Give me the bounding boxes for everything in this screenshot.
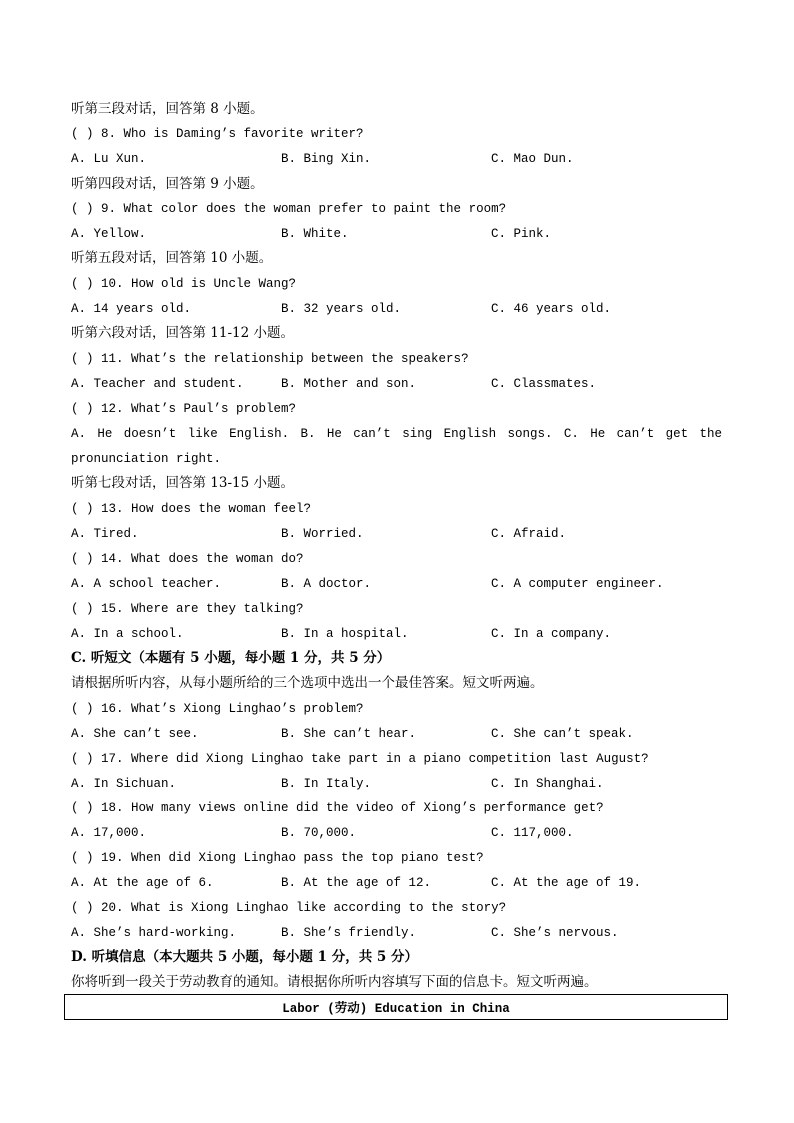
question-20-stem: ( ) 20. What is Xiong Linghao like according to the story?: [71, 901, 507, 915]
question-9-option-c: C. Pink.: [491, 227, 552, 241]
question-17-option-b: B. In Italy.: [281, 777, 372, 791]
question-8-option-c: C. Mao Dun.: [491, 152, 574, 166]
question-16-option-a: A. She can’t see.: [71, 727, 199, 741]
question-13-option-c: C. Afraid.: [491, 527, 567, 541]
question-18-option-a: A. 17,000.: [71, 826, 147, 840]
info-card-table-header: [64, 994, 728, 1020]
question-10-option-c: C. 46 years old.: [491, 302, 612, 316]
question-18-option-b: B. 70,000.: [281, 826, 357, 840]
question-17-option-a: A. In Sichuan.: [71, 777, 177, 791]
question-13-option-a: A. Tired.: [71, 527, 139, 541]
question-9-option-b: B. White.: [281, 227, 349, 241]
question-16-option-c: C. She can’t speak.: [491, 727, 634, 741]
question-15-stem: ( ) 15. Where are they talking?: [71, 602, 304, 616]
question-17-option-c: C. In Shanghai.: [491, 777, 604, 791]
question-20-option-b: B. She’s friendly.: [281, 926, 417, 940]
question-18-stem: ( ) 18. How many views online did the video of Xiong’s performance get?: [71, 801, 604, 815]
question-18-option-c: C. 117,000.: [491, 826, 574, 840]
question-10-stem: ( ) 10. How old is Uncle Wang?: [71, 277, 297, 291]
question-10-option-a: A. 14 years old.: [71, 302, 192, 316]
question-10-option-b: B. 32 years old.: [281, 302, 402, 316]
question-15-option-c: C. In a company.: [491, 627, 612, 641]
info-card-title: Labor (劳动) Education in China: [282, 1002, 510, 1016]
question-19-option-c: C. At the age of 19.: [491, 876, 642, 890]
question-9-option-a: A. Yellow.: [71, 227, 147, 241]
question-14-stem: ( ) 14. What does the woman do?: [71, 552, 304, 566]
question-12-options-continued: pronunciation right.: [71, 452, 222, 466]
question-15-option-a: A. In a school.: [71, 627, 184, 641]
question-19-option-b: B. At the age of 12.: [281, 876, 432, 890]
question-17-stem: ( ) 17. Where did Xiong Linghao take part in a piano competition last August?: [71, 752, 649, 766]
question-11-option-b: B. Mother and son.: [281, 377, 417, 391]
question-16-option-b: B. She can’t hear.: [281, 727, 417, 741]
question-13-stem: ( ) 13. How does the woman feel?: [71, 502, 312, 516]
section-heading-4: 听第四段对话，回答第 9 小题。: [71, 176, 264, 192]
section-heading-5: 听第五段对话，回答第 10 小题。: [71, 250, 273, 266]
question-8-option-b: B. Bing Xin.: [281, 152, 372, 166]
question-15-option-b: B. In a hospital.: [281, 627, 409, 641]
question-14-option-b: B. A doctor.: [281, 577, 372, 591]
question-20-option-c: C. She’s nervous.: [491, 926, 619, 940]
question-11-option-c: C. Classmates.: [491, 377, 597, 391]
part-c-instruction: 请根据所听内容，从每小题所给的三个选项中选出一个最佳答案。短文听两遍。: [71, 675, 544, 691]
question-19-stem: ( ) 19. When did Xiong Linghao pass the top piano test?: [71, 851, 484, 865]
section-heading-7: 听第七段对话，回答第 13-15 小题。: [71, 475, 295, 491]
part-c-heading: C. 听短文（本题有 5 小题，每小题 1 分，共 5 分）: [71, 650, 391, 666]
section-heading-3: 听第三段对话，回答第 8 小题。: [71, 101, 264, 117]
part-d-instruction: 你将听到一段关于劳动教育的通知。请根据你所听内容填写下面的信息卡。短文听两遍。: [71, 974, 598, 990]
question-11-stem: ( ) 11. What’s the relationship between the speakers?: [71, 352, 469, 366]
question-16-stem: ( ) 16. What’s Xiong Linghao’s problem?: [71, 702, 364, 716]
question-11-option-a: A. Teacher and student.: [71, 377, 244, 391]
question-12-options: A. He doesn’t like English. B. He can’t sing English songs. C. He can’t get the: [71, 427, 722, 441]
question-8-stem: ( ) 8. Who is Daming’s favorite writer?: [71, 127, 364, 141]
question-14-option-a: A. A school teacher.: [71, 577, 222, 591]
question-20-option-a: A. She’s hard-working.: [71, 926, 237, 940]
section-heading-6: 听第六段对话，回答第 11-12 小题。: [71, 325, 295, 341]
question-13-option-b: B. Worried.: [281, 527, 364, 541]
question-12-stem: ( ) 12. What’s Paul’s problem?: [71, 402, 297, 416]
question-9-stem: ( ) 9. What color does the woman prefer to paint the room?: [71, 202, 507, 216]
question-8-option-a: A. Lu Xun.: [71, 152, 147, 166]
question-14-option-c: C. A computer engineer.: [491, 577, 664, 591]
question-19-option-a: A. At the age of 6.: [71, 876, 214, 890]
part-d-heading: D. 听填信息（本大题共 5 小题，每小题 1 分，共 5 分）: [71, 949, 419, 965]
